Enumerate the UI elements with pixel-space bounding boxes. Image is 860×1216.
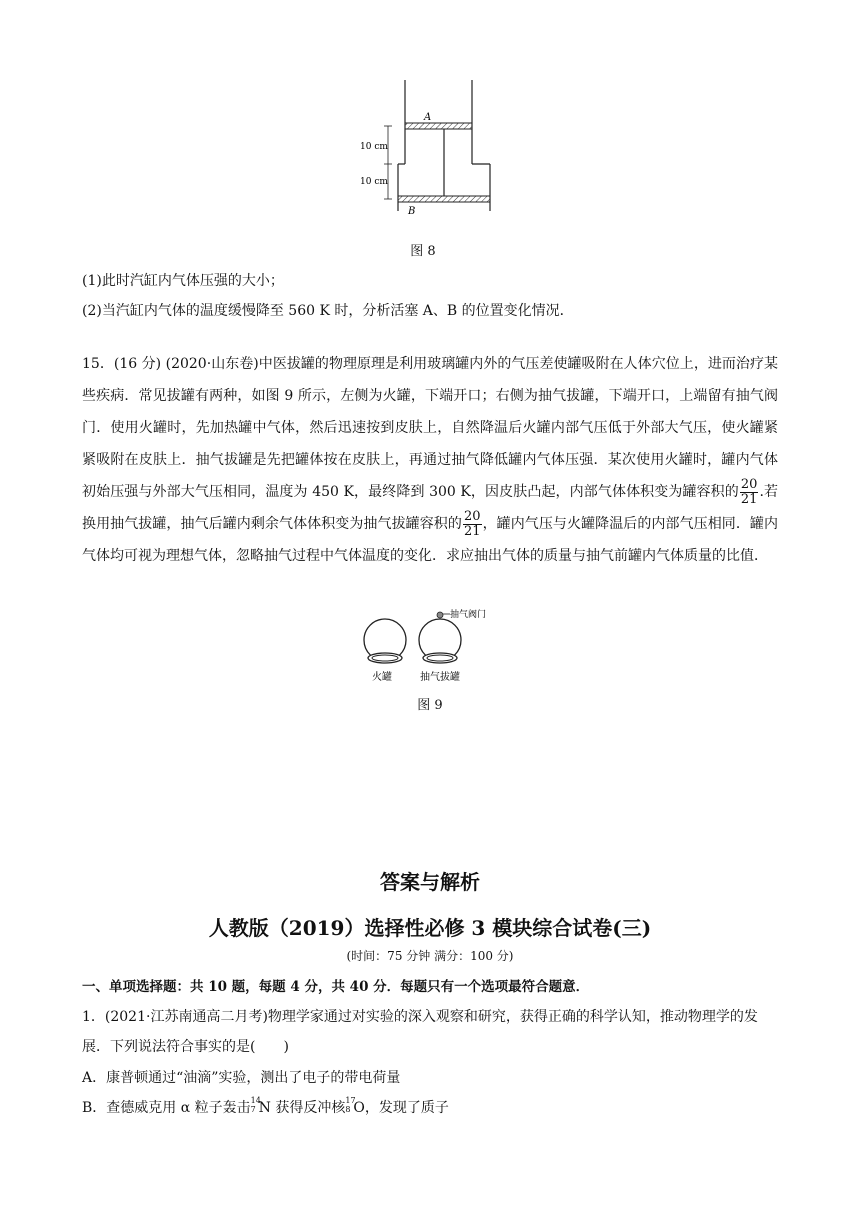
exam-title: 人教版（2019）选择性必修 3 模块综合试卷(三): [208, 916, 652, 940]
answers-heading: 答案与解析: [380, 870, 480, 894]
option-b: [82, 1097, 449, 1117]
valve-label: 抽气阀门: [450, 610, 487, 620]
question-2-text: (2)当汽缸内气体的温度缓慢降至 560 K 时，分析活塞 A、B 的位置变化情况．: [82, 303, 574, 319]
fraction-2: [463, 510, 482, 539]
oxygen-isotope: [345, 1096, 356, 1115]
figure-8-caption: 图 8: [410, 244, 436, 259]
option-b-suffix: O，发现了质子: [353, 1100, 449, 1116]
figure-8-cylinder-diagram: [358, 76, 508, 234]
answer-question-1-stem: 1．(2021·江苏南通高二月考)物理学家通过对实验的深入观察和研究，获得正确的科学认知，推动物理学的发展．下列说法符合事实的是( ): [82, 1009, 758, 1055]
piston-b-label: B: [408, 206, 416, 217]
nitrogen-isotope: [250, 1096, 261, 1115]
fraction-1-numerator: 20: [740, 476, 758, 492]
fraction-1-denominator: 21: [740, 491, 758, 507]
piston-a-label: A: [424, 112, 432, 123]
fraction-2-denominator: 21: [463, 523, 481, 539]
dimension-top-label: 10 cm: [360, 142, 388, 152]
question-1-text: (1)此时汽缸内气体压强的大小；: [82, 273, 284, 289]
section-1-heading: 一、单项选择题：共 10 题，每题 4 分，共 40 分．每题只有一个选项最符合题意．: [82, 979, 590, 995]
dimension-bottom-label: 10 cm: [360, 177, 388, 187]
exam-meta: (时间：75 分钟 满分：100 分): [346, 949, 514, 963]
fraction-2-numerator: 20: [463, 508, 481, 524]
oxygen-mass-number: 17: [345, 1096, 356, 1105]
problem-15-part3: ，罐内气压与火罐降温后的内部气压相同．罐内气体均可视为理想气体，忽略抽气过程中气体温度的变化．求应抽出气体的质量与抽气前罐内气体质量的比值．: [82, 516, 779, 564]
option-b-prefix: B．查德威克用 α 粒子轰击: [82, 1100, 251, 1116]
oxygen-atomic-number: 8: [345, 1105, 351, 1114]
nitrogen-mass-number: 14: [250, 1096, 261, 1105]
figure-9-caption: 图 9: [417, 698, 443, 713]
fire-cup-label: 火罐: [372, 672, 392, 683]
nitrogen-atomic-number: 7: [250, 1105, 256, 1114]
figure-9-cupping-diagram: [358, 608, 508, 688]
option-a: A．康普顿通过“油滴”实验，测出了电子的带电荷量: [82, 1070, 401, 1086]
problem-15-part1: 15．(16 分) (2020·山东卷)中医拔罐的物理原理是利用玻璃罐内外的气压差使罐吸附在人体穴位上，进而治疗某些疾病．常见拔罐有两种，如图 9 所示，左侧为火罐，下端开口；右侧为抽气拔罐，下端开口，上端留有抽气阀门．使用火罐时，先加热罐中气体，然后迅速按到皮肤上，自然降温后火罐内部气压低于外部大气压，使火罐紧紧吸附在皮肤上．抽气拔罐是先把罐体按在皮肤上，再通过抽气降低罐内气体压强．某次使用火罐时，罐内气体初始压强与外部大气压相同，温度为 450 K，最终降到 300 K，因皮肤凸起，内部气体体积变为罐容积的: [82, 356, 778, 500]
fraction-1: [740, 478, 759, 507]
suction-cup-label: 抽气拔罐: [420, 672, 460, 683]
problem-15-text: [82, 348, 778, 572]
option-b-middle: N 获得反冲核: [258, 1100, 346, 1116]
problem-15-part2: .若换用抽气拔罐，抽气后罐内剩余气体体积变为抽气拔罐容积的: [82, 484, 778, 532]
